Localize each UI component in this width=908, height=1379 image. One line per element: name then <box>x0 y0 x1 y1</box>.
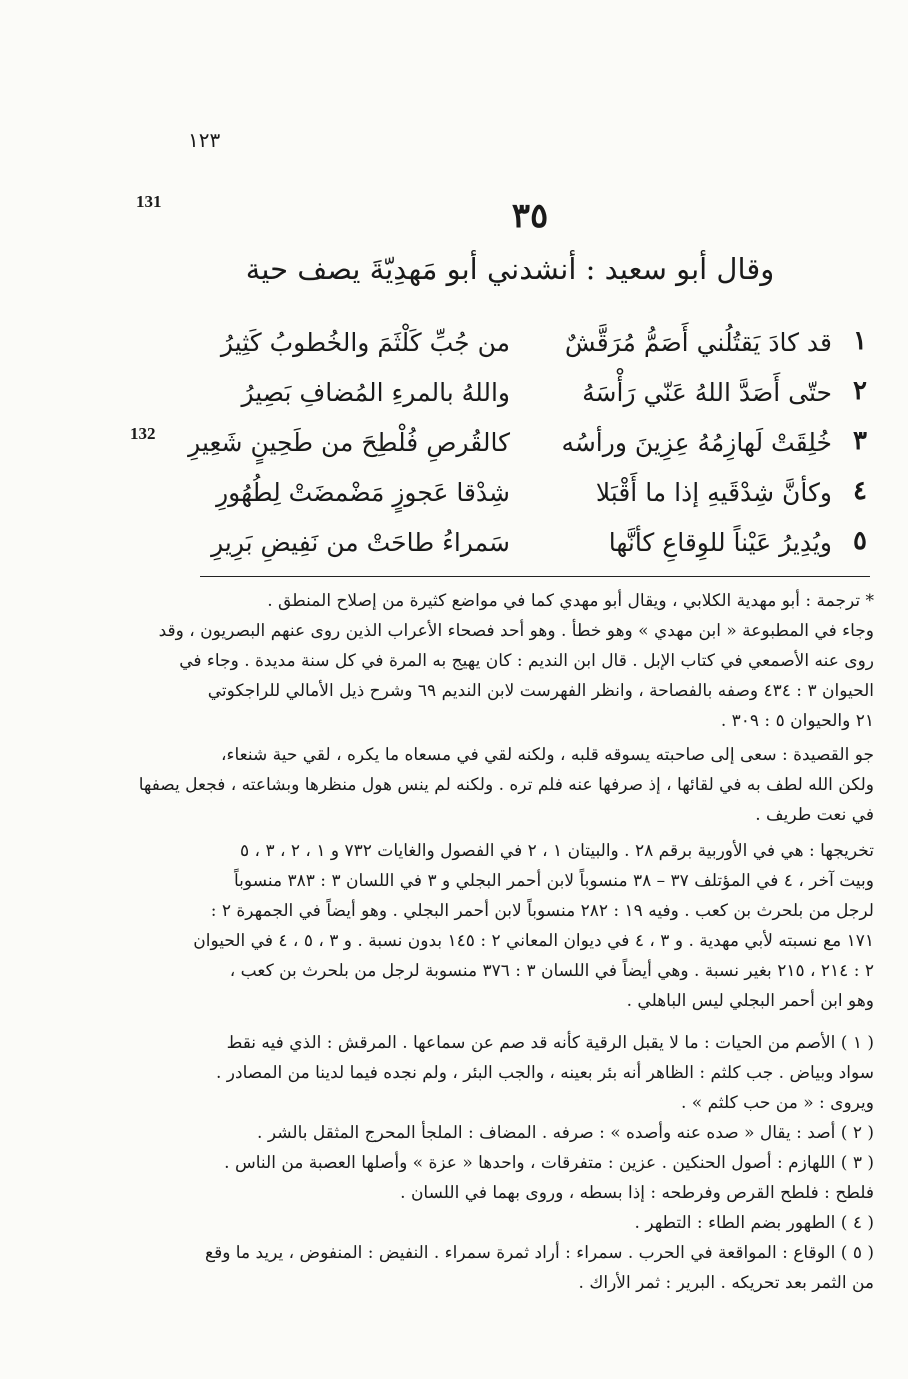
note-line: في نعت طريف . <box>755 805 874 825</box>
page-number: ١٢٣ <box>188 128 221 152</box>
gloss-line: من الثمر بعد تحريكه . البرير : ثمر الأراك . <box>578 1273 874 1293</box>
verse-2 <box>200 372 880 422</box>
verse-number: ٣ <box>853 426 867 456</box>
verse-first-hemistich: وكأنَّ شِدْقَيهِ إذا ما أَقْبَلا <box>595 478 832 507</box>
margin-page-mark-131: 131 <box>136 192 162 211</box>
note-line: * ترجمة : أبو مهدية الكلابي ، ويقال أبو مهدي كما في مواضع كثيرة من إصلاح المنطق . <box>267 591 874 611</box>
verse-second-hemistich: واللهُ بالمرءِ المُضافِ بَصِيرُ <box>241 378 510 407</box>
poem-number: ٣٥ <box>511 196 549 236</box>
margin-page-mark-132: 132 <box>130 424 156 443</box>
glosses <box>136 1028 874 1298</box>
verse-number: ٤ <box>853 476 867 506</box>
note-line: لرجل من بلحرث بن كعب . وفيه ١٩ : ٢٨٢ منسوباً لابن أحمر البجلي . وهو أيضاً في الجمهرة ٢ : <box>210 901 874 921</box>
verse-first-hemistich: خُلِقَتْ لَهازِمُهُ عِزِينَ ورأسُه <box>561 428 832 457</box>
note-line: الحيوان ٣ : ٤٣٤ وصفه بالفصاحة ، وانظر الفهرست لابن النديم ٦٩ وشرح ذيل الأمالي للراجكوتي <box>207 681 874 701</box>
verse-second-hemistich: كالقُرصِ فُلْطِحَ من طَحِينٍ شَعِيرِ <box>188 428 510 457</box>
note-line: ولكن الله لطف به في لقائها ، إذ صرفها عنه فلم تره . ولكنه لم ينس هول منظرها وبشاعته ، فجعل يصفها <box>138 775 874 795</box>
verse-second-hemistich: من جُبِّ كَلْثَمَ والخُطوبُ كَثِيرُ <box>220 328 510 357</box>
verse-number: ١ <box>853 326 867 356</box>
gloss-line: ( ٣ ) اللهازم : أصول الحنكين . عزين : متفرقات ، واحدها « عزة » وأصلها العصبة من الناس . <box>224 1153 874 1173</box>
poem-heading: وقال أبو سعيد : أنشدني أبو مَهدِيّةَ يصف حية <box>245 252 775 286</box>
gloss-line: ( ١ ) الأصم من الحيات : ما لا يقبل الرقية كأنه قد صم عن سماعها . المرقش : الذي فيه نقط <box>226 1033 874 1053</box>
verse-5 <box>200 522 880 572</box>
note-line: ٢١ والحيوان ٥ : ٣٠٩ . <box>720 711 874 731</box>
verse-3 <box>188 422 880 472</box>
gloss-line: سواد وبياض . جب كلثم : الظاهر أنه بئر بعينه ، والجب البئر ، ولم نجده فيما لدينا من المصادر . <box>215 1063 874 1083</box>
note-line: روى عنه الأصمعي في كتاب الإبل . قال ابن النديم : كان يهيج به المرة في كل سنة مديدة . وجاء في <box>179 651 874 671</box>
note-takhrij <box>136 836 874 1016</box>
gloss-line: ( ٢ ) أصد : يقال « صده عنه وأصده » : صرفه . المضاف : الملجأ المحرج المثقل بالشر . <box>257 1123 874 1143</box>
note-line: جو القصيدة : سعى إلى صاحبته يسوقه قلبه ، ولكنه لقي في مسعاه ما يكره ، لقي حية شنعاء، <box>220 745 874 765</box>
verse-first-hemistich: حتّى أَصَدَّ اللهُ عَنّي رَأْسَهُ <box>582 378 832 407</box>
gloss-line: ويروى : « من حب كلثم » . <box>680 1093 874 1113</box>
separator-rule <box>200 576 870 577</box>
gloss-line: ( ٤ ) الطهور بضم الطاء : التطهر . <box>634 1213 874 1233</box>
verse-4 <box>200 472 880 522</box>
note-line: تخريجها : هي في الأوربية برقم ٢٨ . والبيتان ١ ، ٢ في الفصول والغايات ٧٣٢ و ١ ، ٢ ، ٣ ، ٥ <box>240 841 874 861</box>
note-jaw-qasida <box>136 740 874 830</box>
verse-second-hemistich: سَمراءُ طاحَتْ من نَفِيضِ بَرِيرِ <box>211 528 510 557</box>
note-line: وجاء في المطبوعة « ابن مهدي » وهو خطأ . وهو أحد فصحاء الأعراب الذين روى عنهم البصريون ، وقد <box>158 621 874 641</box>
note-tarjama <box>136 586 874 736</box>
note-line: ٢ : ٢١٤ ، ٢١٥ بغير نسبة . وهي أيضاً في اللسان ٣ : ٣٧٦ منسوبة لرجل من بلحرث بن كعب ، <box>229 961 874 981</box>
note-line: وبيت آخر ، ٤ في المؤتلف ٣٧ – ٣٨ منسوباً لابن أحمر البجلي و ٣ في اللسان ٣ : ٣٨٣ منسوباً <box>234 871 874 891</box>
gloss-line: فلطح : فلطح القرص وفرطحه : إذا بسطه ، وروى بهما في اللسان . <box>400 1183 874 1203</box>
note-line: ١٧١ مع نسبته لأبي مهدية . و ٣ ، ٤ في ديوان المعاني ٢ : ١٤٥ بدون نسبة . و ٣ ، ٥ ، ٤ في الحيوان <box>193 931 874 951</box>
verse-second-hemistich: شِدْقا عَجوزٍ مَضْمضَتْ لِطُهُورِ <box>216 478 510 507</box>
verse-first-hemistich: قد كادَ يَقتُلُني أَصَمُّ مُرَقَّشٌ <box>564 328 832 357</box>
verse-1 <box>200 322 880 372</box>
verse-number: ٢ <box>853 376 867 406</box>
gloss-line: ( ٥ ) الوقاع : المواقعة في الحرب . سمراء : أراد ثمرة سمراء . النفيض : المنفوض ، يريد ما وقع <box>205 1243 874 1263</box>
verse-first-hemistich: ويُدِيرُ عَيْناً للوِقاعِ كأنَّها <box>608 528 832 557</box>
note-line: وهو ابن أحمر البجلي ليس الباهلي . <box>626 991 874 1011</box>
verse-number: ٥ <box>853 526 867 556</box>
